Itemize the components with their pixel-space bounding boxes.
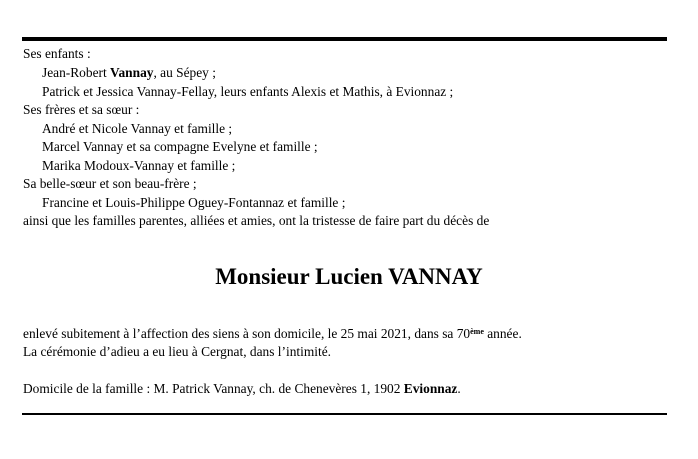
children-heading: Ses enfants : [23,46,91,61]
child-entry: Patrick et Jessica Vannay-Fellay, leurs enfants Alexis et Mathis, à Evionnaz ; [42,84,454,99]
death-details: enlevé subitement à l’affection des siens à son domicile, le 25 mai 2021, dans sa 70ème année. [23,326,522,341]
family-address: Domicile de la famille : M. Patrick Vannay, ch. de Chenevères 1, 1902 Evionnaz. [23,381,461,396]
sibling-entry: André et Nicole Vannay et famille ; [42,121,233,136]
inlaw-entry: Francine et Louis-Philippe Oguey-Fontannaz et famille ; [42,195,346,210]
inlaws-heading: Sa belle-sœur et son beau-frère ; [23,176,197,191]
sibling-entry: Marika Modoux-Vannay et famille ; [42,158,236,173]
deceased-name: Monsieur Lucien VANNAY [215,264,483,289]
child-entry: Jean-Robert Vannay, au Sépey ; [42,65,216,80]
siblings-heading: Ses frères et sa sœur : [23,102,140,117]
top-rule [22,37,667,41]
sibling-entry: Marcel Vannay et sa compagne Evelyne et famille ; [42,139,318,154]
ceremony-text: La cérémonie d’adieu a eu lieu à Cergnat, dans l’intimité. [23,344,331,359]
announcement-text: ainsi que les familles parentes, alliées et amies, ont la tristesse de faire part du décès de [23,213,490,228]
bottom-rule [22,413,667,415]
